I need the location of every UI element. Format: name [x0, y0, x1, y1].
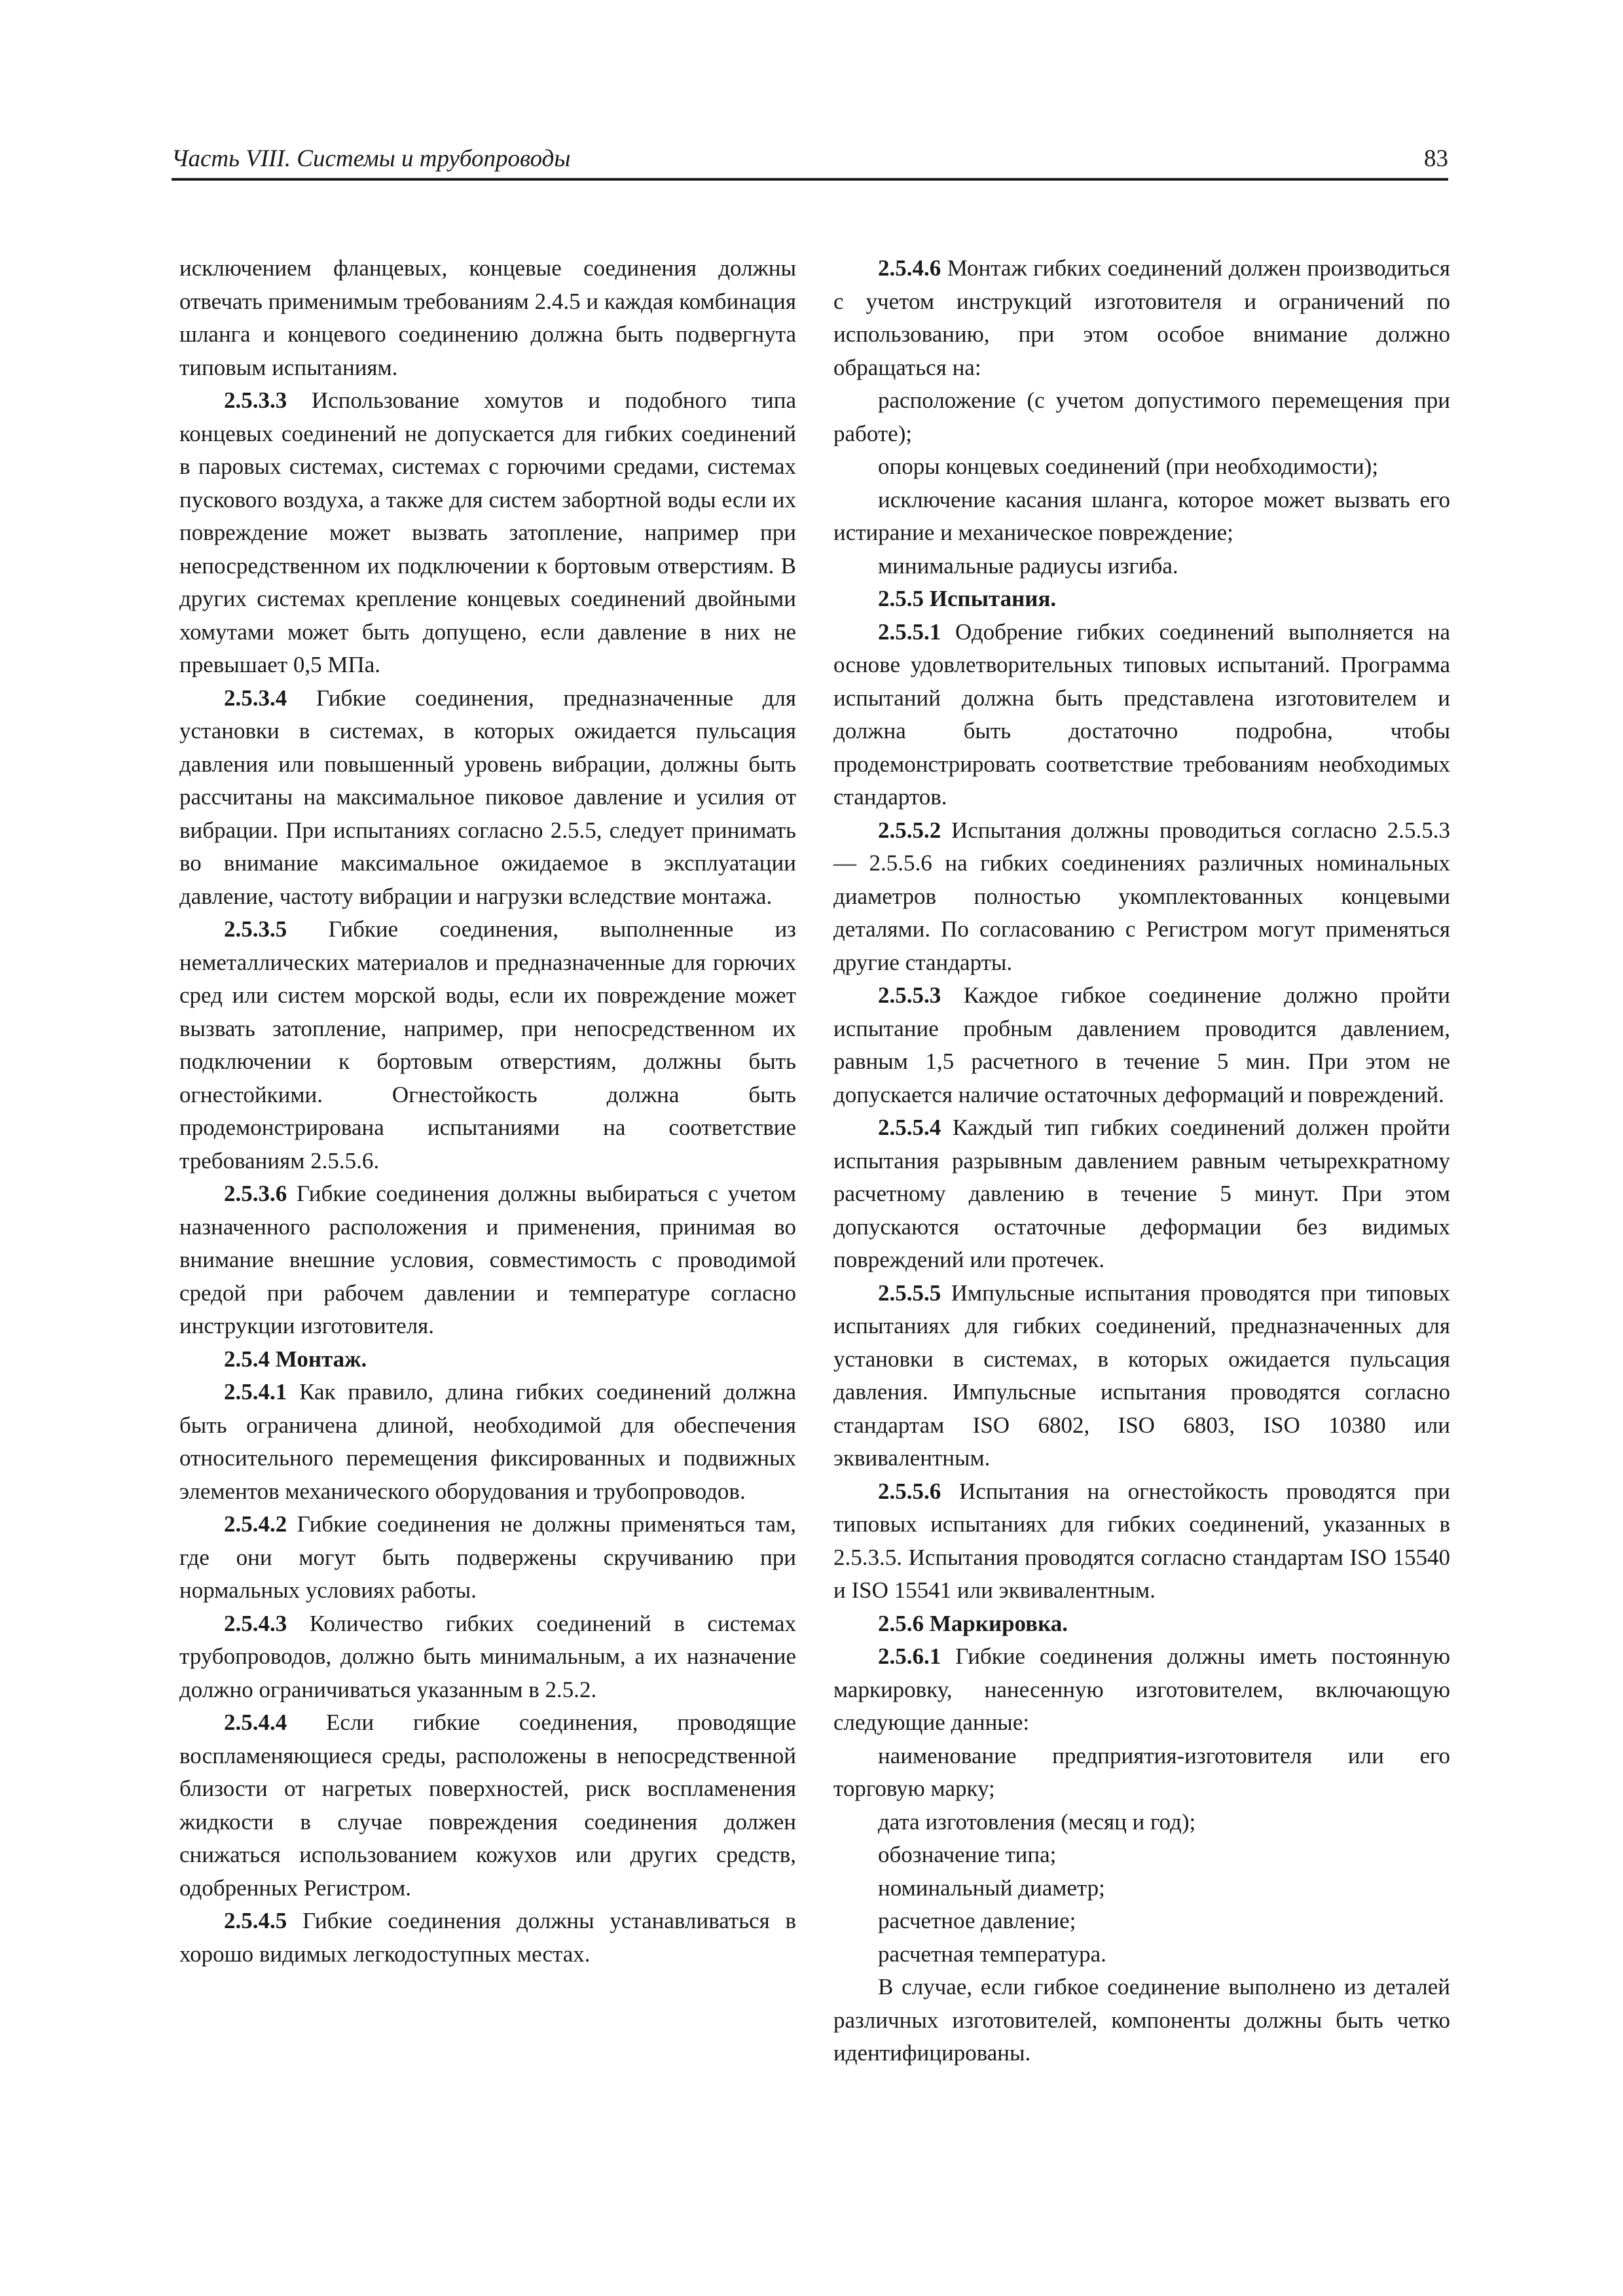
- clause-2-5-4-2: 2.5.4.2 Гибкие соединения не должны применяться там, где они могут быть подвержены скручиванию при нормальных условиях работы.: [179, 1511, 796, 1603]
- paragraph: исключением фланцевых, концевые соединения должны отвечать применимым требованиям 2.4.5 и каждая комбинация шланга и концевого соединению должна быть подвергнута типовым испытаниям.: [179, 255, 796, 380]
- list-item: минимальные радиусы изгиба.: [878, 552, 1178, 579]
- list-item: исключение касания шланга, которое может вызвать его истирание и механическое повреждение;: [833, 486, 1450, 545]
- clause-2-5-5-4: 2.5.5.4 Каждый тип гибких соединений должен пройти испытания разрывным давлением равным четырехкратному расчетному давлению в течение 5 минут. При этом допускаются остаточные деформации без видимых повреждений или протечек.: [833, 1115, 1450, 1272]
- clause-2-5-5-6: 2.5.5.6 Испытания на огнестойкость проводятся при типовых испытаниях для гибких соединений, указанных в 2.5.3.5. Испытания проводятся согласно стандартам ISO 15540 и ISO 15541 или эквивалентным.: [833, 1478, 1450, 1603]
- page-number: 83: [1424, 145, 1448, 172]
- list-item: расположение (с учетом допустимого перемещения при работе);: [833, 387, 1450, 446]
- clause-2-5-5-1: 2.5.5.1 Одобрение гибких соединений выполняется на основе удовлетворительных типовых испытаний. Программа испытаний должна быть представлена изготовителем и должна быть достаточно подробна, чтобы продемонстрировать соответствие требованиям необходимых стандартов.: [833, 619, 1450, 810]
- header-title: Часть VIII. Системы и трубопроводы: [172, 145, 571, 172]
- clause-2-5-4-6: 2.5.4.6 Монтаж гибких соединений должен производиться с учетом инструкций изготовителя и ограничений по использованию, при этом особое внимание должно обращаться на:: [833, 255, 1450, 380]
- clause-2-5-3-5: 2.5.3.5 Гибкие соединения, выполненные из неметаллических материалов и предназначенные для горючих сред или систем морской воды, если их повреждение может вызвать затопление, например, при непосредственном их подключении к бортовым отверстиям, должны быть огнестойкими. Огнестойкость должна быть продемонстрирована испытаниями на соответствие требованиям 2.5.5.6.: [179, 916, 796, 1174]
- header-divider: [172, 178, 1448, 181]
- section-heading-2-5-6: 2.5.6 Маркировка.: [878, 1610, 1068, 1636]
- clause-2-5-6-1: 2.5.6.1 Гибкие соединения должны иметь постоянную маркировку, нанесенную изготовителем, включающую следующие данные:: [833, 1643, 1450, 1735]
- list-item: дата изготовления (месяц и год);: [878, 1808, 1196, 1835]
- list-item: наименование предприятия-изготовителя или его торговую марку;: [833, 1742, 1450, 1801]
- clause-2-5-4-4: 2.5.4.4 Если гибкие соединения, проводящие воспламеняющиеся среды, расположены в непосредственной близости от нагретых поверхностей, риск воспламенения жидкости в случае повреждения соединения должен снижаться использованием кожухов или других средств, одобренных Регистром.: [179, 1710, 796, 1901]
- section-heading-2-5-4: 2.5.4 Монтаж.: [224, 1346, 367, 1372]
- list-item: обозначение типа;: [878, 1842, 1057, 1867]
- paragraph: В случае, если гибкое соединение выполнено из деталей различных изготовителей, компоненты должны быть четко идентифицированы.: [833, 1974, 1450, 2066]
- clause-2-5-4-3: 2.5.4.3 Количество гибких соединений в системах трубопроводов, должно быть минимальным, а их назначение должно ограничиваться указанным в 2.5.2.: [179, 1610, 796, 1702]
- list-item: номинальный диаметр;: [878, 1874, 1105, 1901]
- list-item: расчетная температура.: [878, 1941, 1106, 1967]
- clause-2-5-4-1: 2.5.4.1 Как правило, длина гибких соединений должна быть ограничена длиной, необходимой для обеспечения относительного перемещения фиксированных и подвижных элементов механического оборудования и трубопроводов.: [179, 1379, 796, 1504]
- clause-2-5-5-3: 2.5.5.3 Каждое гибкое соединение должно пройти испытание пробным давлением проводится давлением, равным 1,5 расчетного в течение 5 мин. При этом не допускается наличие остаточных деформаций и повреждений.: [833, 982, 1450, 1107]
- clause-2-5-5-5: 2.5.5.5 Импульсные испытания проводятся при типовых испытаниях для гибких соединений, предназначенных для установки в системах, в которых ожидается пульсация давления. Импульсные испытания проводятся согласно стандартам ISO 6802, ISO 6803, ISO 10380 или эквивалентным.: [833, 1280, 1450, 1471]
- clause-2-5-4-5: 2.5.4.5 Гибкие соединения должны устанавливаться в хорошо видимых легкодоступных местах.: [179, 1908, 796, 1967]
- list-item: расчетное давление;: [878, 1908, 1076, 1933]
- section-heading-2-5-5: 2.5.5 Испытания.: [878, 586, 1057, 611]
- right-column: [833, 252, 1450, 2070]
- clause-2-5-3-6: 2.5.3.6 Гибкие соединения должны выбираться с учетом назначенного расположения и применения, принимая во внимание внешние условия, совместимость с проводимой средой при рабочем давлении и температуре согласно инструкции изготовителя.: [179, 1181, 796, 1338]
- page-header: [172, 143, 1448, 177]
- clause-2-5-3-4: 2.5.3.4 Гибкие соединения, предназначенные для установки в системах, в которых ожидается пульсация давления или повышенный уровень вибрации, должны быть рассчитаны на максимальное пиковое давление и усилия от вибрации. При испытаниях согласно 2.5.5, следует принимать во внимание максимальное ожидаемое в эксплуатации давление, частоту вибрации и нагрузки вследствие монтажа.: [179, 685, 796, 909]
- clause-2-5-3-3: 2.5.3.3 Использование хомутов и подобного типа концевых соединений не допускается для гибких соединений в паровых системах, системах с горючими средами, системах пускового воздуха, а также для систем забортной воды если их повреждение может вызвать затопление, например при непосредственном их подключении к бортовым отверстиям. В других системах крепление концевых соединений двойными хомутами может быть допущено, если давление в них не превышает 0,5 МПа.: [179, 387, 796, 677]
- left-column: [179, 252, 796, 1971]
- clause-2-5-5-2: 2.5.5.2 Испытания должны проводиться согласно 2.5.5.3 — 2.5.5.6 на гибких соединениях различных номинальных диаметров полностью укомплектованных концевыми деталями. По согласованию с Регистром могут применяться другие стандарты.: [833, 817, 1450, 975]
- list-item: опоры концевых соединений (при необходимости);: [878, 454, 1379, 479]
